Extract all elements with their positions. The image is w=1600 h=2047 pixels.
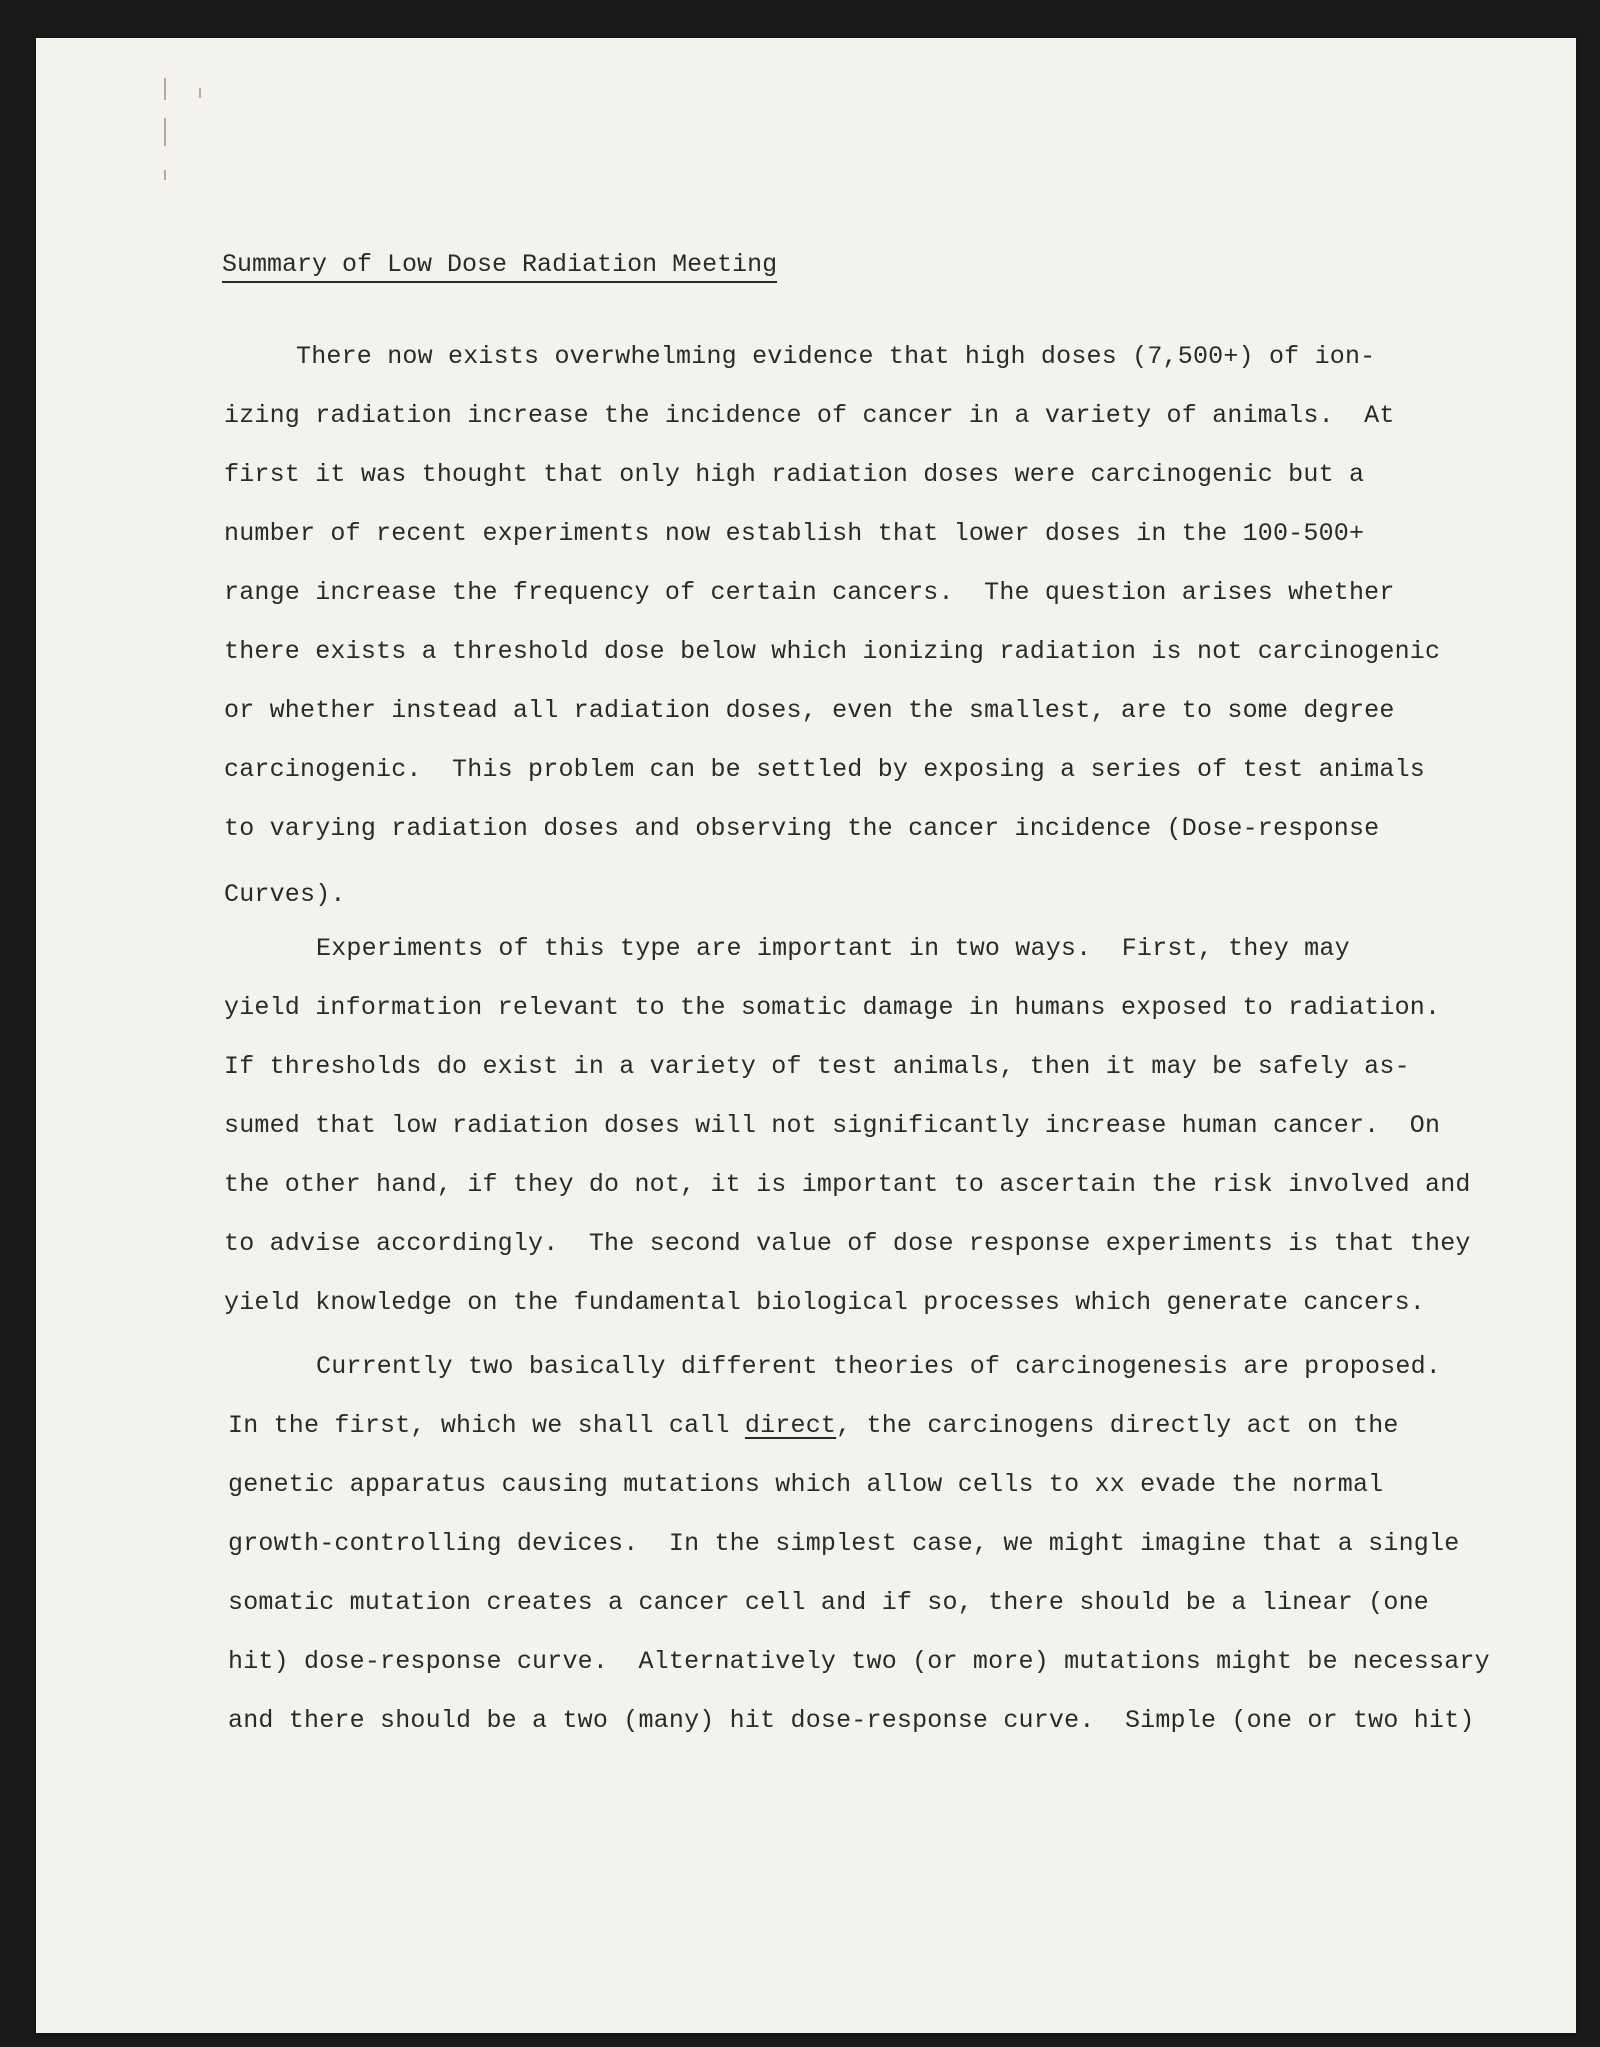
margin-mark — [199, 88, 201, 98]
text-line: Currently two basically different theories of carcinogenesis are proposed. — [316, 1352, 1441, 1381]
underlined-word-direct: direct — [744, 1411, 837, 1440]
text-line: to varying radiation doses and observing the cancer incidence (Dose-response — [224, 814, 1380, 843]
text-line: somatic mutation creates a cancer cell and if so, there should be a linear (one — [228, 1588, 1429, 1617]
document-title: Summary of Low Dose Radiation Meeting — [222, 250, 777, 283]
text-line: there exists a threshold dose below which ionizing radiation is not carcinogenic — [224, 637, 1441, 666]
text-line: If thresholds do exist in a variety of test animals, then it may be safely as- — [224, 1052, 1410, 1081]
text-line: sumed that low radiation doses will not significantly increase human cancer. On — [224, 1111, 1441, 1140]
text-segment: In the first, which we shall call — [228, 1411, 745, 1440]
text-line: hit) dose-response curve. Alternatively two (or more) mutations might be necessary — [228, 1647, 1490, 1676]
text-line: genetic apparatus causing mutations which allow cells to xx evade the normal — [228, 1470, 1384, 1499]
text-line: There now exists overwhelming evidence that high doses (7,500+) of ion- — [296, 342, 1376, 371]
text-line: range increase the frequency of certain cancers. The question arises whether — [224, 578, 1395, 607]
text-line: Curves). — [224, 880, 346, 909]
text-line: yield information relevant to the somatic damage in humans exposed to radiation. — [224, 993, 1441, 1022]
text-segment: , the carcinogens directly act on the — [836, 1411, 1399, 1440]
text-line: number of recent experiments now establish that lower doses in the 100-500+ — [224, 519, 1365, 548]
text-line: to advise accordingly. The second value of dose response experiments is that they — [224, 1229, 1471, 1258]
text-line: carcinogenic. This problem can be settled by exposing a series of test animals — [224, 755, 1425, 784]
text-line: and there should be a two (many) hit dose-response curve. Simple (one or two hit) — [228, 1706, 1475, 1735]
text-line: the other hand, if they do not, it is important to ascertain the risk involved and — [224, 1170, 1471, 1199]
margin-mark — [164, 118, 166, 146]
text-line: Experiments of this type are important in two ways. First, they may — [316, 934, 1350, 963]
text-line: yield knowledge on the fundamental biological processes which generate cancers. — [224, 1288, 1425, 1317]
text-line: first it was thought that only high radiation doses were carcinogenic but a — [224, 460, 1365, 489]
text-line: growth-controlling devices. In the simplest case, we might imagine that a single — [228, 1529, 1460, 1558]
text-line: or whether instead all radiation doses, even the smallest, are to some degree — [224, 696, 1395, 725]
text-line: izing radiation increase the incidence of cancer in a variety of animals. At — [224, 401, 1395, 430]
margin-mark — [164, 170, 166, 180]
margin-mark — [164, 78, 166, 100]
text-line-direct — [228, 1411, 1399, 1440]
